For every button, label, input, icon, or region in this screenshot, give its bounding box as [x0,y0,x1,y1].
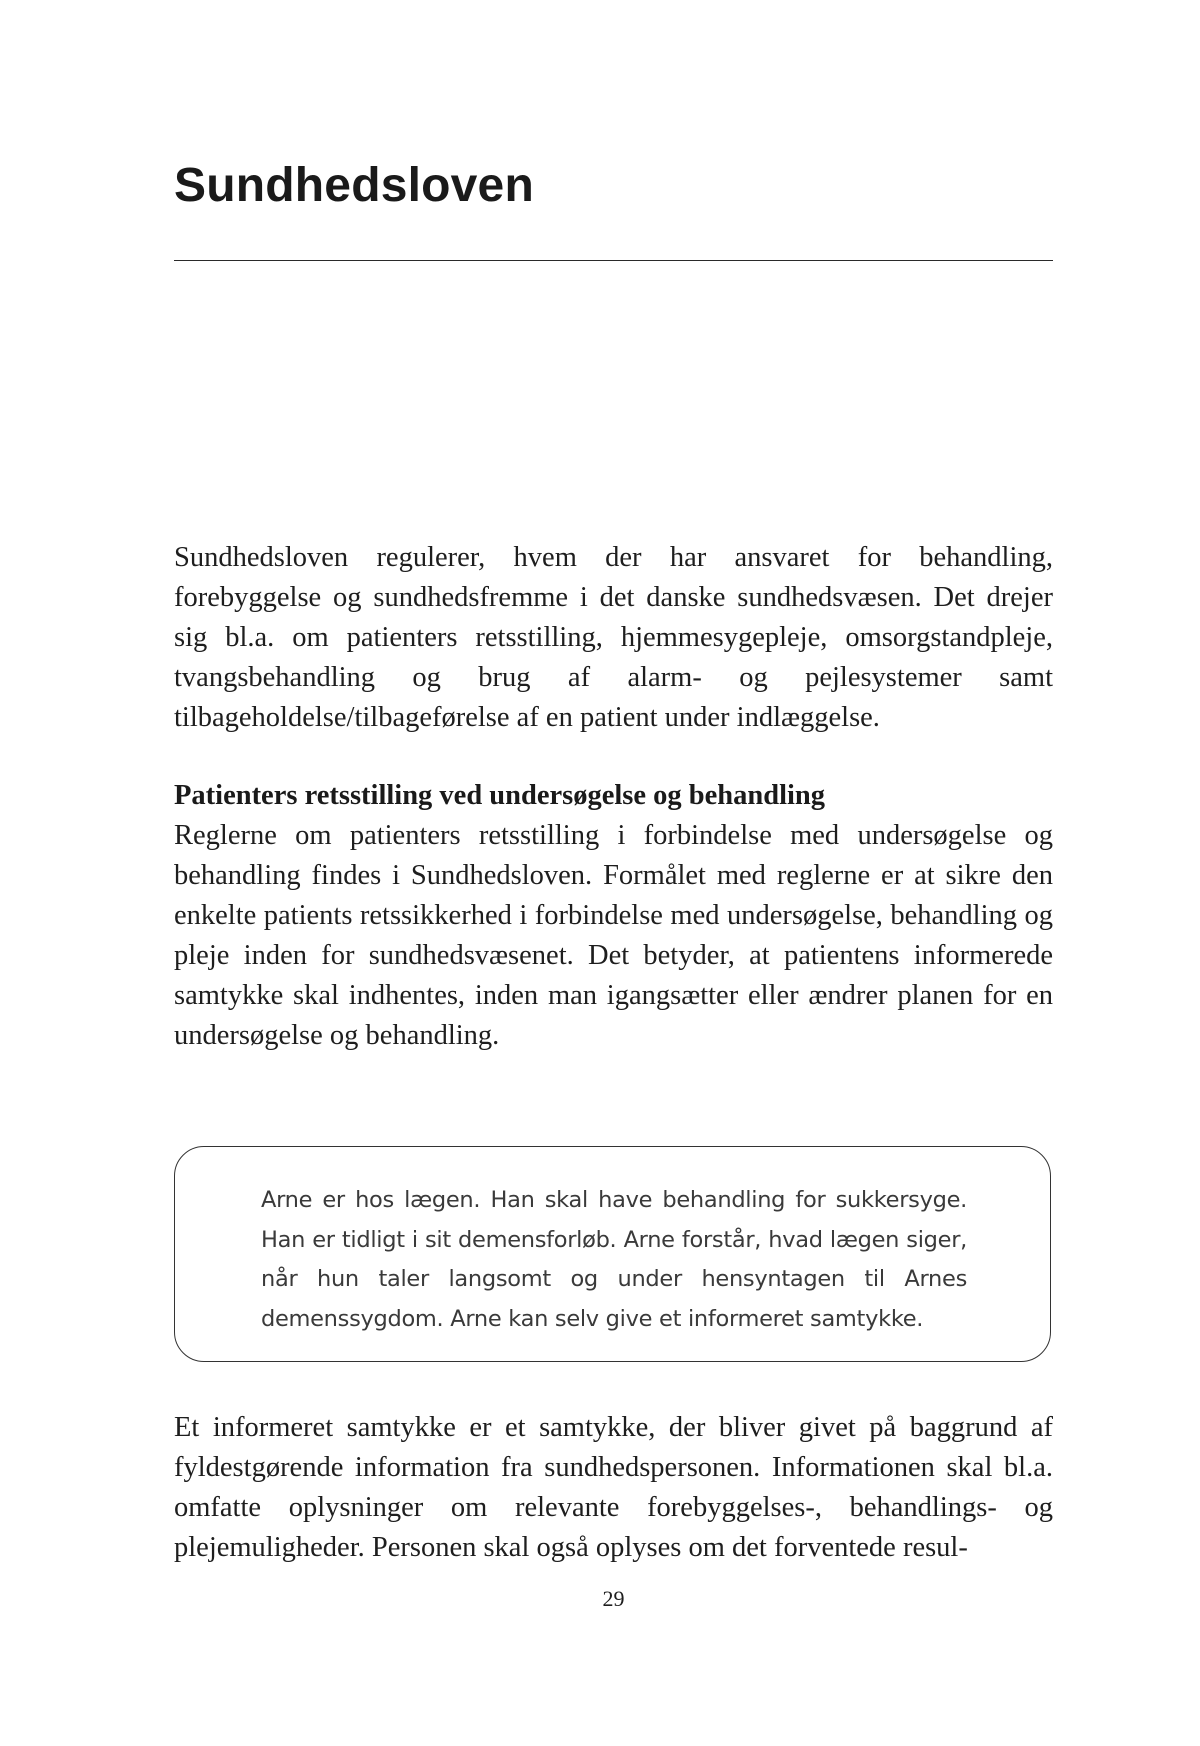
chapter-title: Sundhedsloven [174,159,534,212]
intro-section [174,538,1053,738]
patient-rights-section [174,776,1053,1056]
intro-paragraph: Sundhedsloven regulerer, hvem der har ansvaret for behandling, forebyggelse og sundhedsfremme i det danske sundhedsvæsen. Det drejer sig bl.a. om patienters retsstilling, hjemmesygepleje, omsorgstandpleje, tvangsbehandling og brug af alarm- og pejlesystemer samt tilbageholdelse/tilbageførelse af en patient under indlæggelse. [174,542,1053,733]
consent-section [174,1408,1053,1568]
title-divider [174,260,1053,261]
page-number: 29 [602,1586,625,1611]
consent-paragraph: Et informeret samtykke er et samtykke, der bliver givet på baggrund af fyldestgørende information fra sundhedspersonen. Informationen skal bl.a. omfatte oplysninger om relevante forebyggelses-, behandlings- og plejemuligheder. Personen skal også oplyses om det forventede resul- [174,1412,1053,1563]
case-example-box [174,1146,1051,1362]
case-example-text: Arne er hos lægen. Han skal have behandling for sukkersyge. Han er tidligt i sit demensforløb. Arne forstår, hvad lægen siger, når hun taler langsomt og under hensyntagen til Arnes demenssygdom. Arne kan selv give et informeret samtykke. [261,1187,967,1332]
section-heading: Patienters retsstilling ved undersøgelse og behandling [174,780,826,811]
section-paragraph: Reglerne om patienters retsstilling i forbindelse med undersøgelse og behandling findes i Sundhedsloven. Formålet med reglerne er at sikre den enkelte patients retssikkerhed i forbindelse med undersøgelse, behandling og pleje inden for sundhedsvæsenet. Det betyder, at patientens informerede samtykke skal indhentes, inden man igangsætter eller ændrer planen for en undersøgelse og behandling. [174,820,1053,1051]
